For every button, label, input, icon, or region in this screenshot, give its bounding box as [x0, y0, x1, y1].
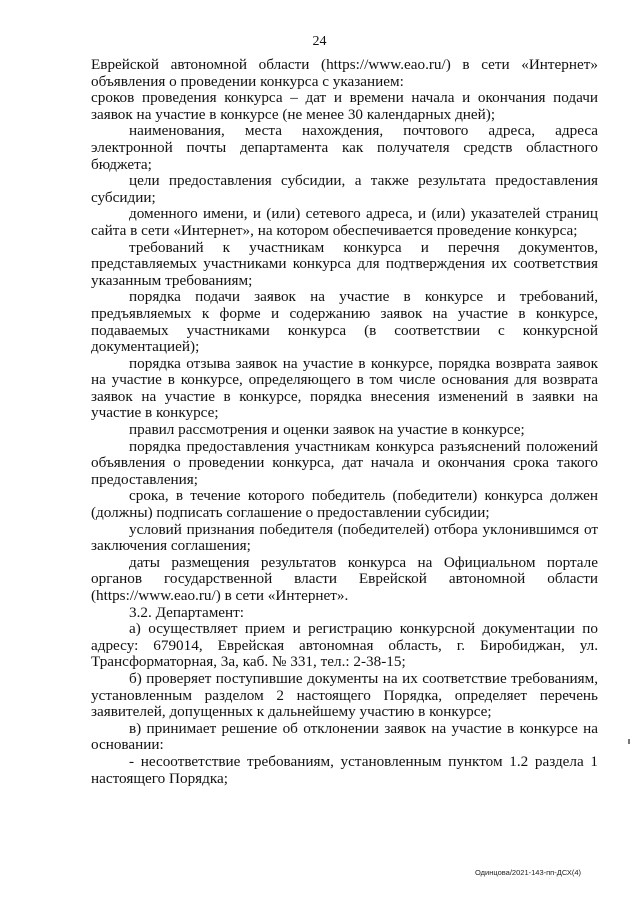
- paragraph: наименования, места нахождения, почтового адреса, адреса электронной почты департамента как получателя средств областного бюджета;: [91, 122, 598, 173]
- page-number: 24: [312, 34, 327, 49]
- paragraph: в) принимает решение об отклонении заявок на участие в конкурсе на основании:: [91, 719, 598, 754]
- paragraph: правил рассмотрения и оценки заявок на участие в конкурсе;: [129, 421, 525, 439]
- margin-mark: [628, 739, 630, 744]
- paragraph: условий признания победителя (победителей) отбора уклонившимся от заключения соглашения;: [91, 520, 598, 555]
- paragraph: порядка подачи заявок на участие в конкурсе и требований, предъявляемых к форме и содержанию заявок на участие в конкурсе, подаваемых участниками конкурса (в соответствии с конкурсной документацией);: [91, 288, 598, 356]
- paragraph: доменного имени, и (или) сетевого адреса, и (или) указателей страниц сайта в сети «Интернет», на котором обеспечивается проведение конкурса;: [91, 205, 598, 239]
- paragraph: порядка предоставления участникам конкурса разъяснений положений объявления о проведении конкурса, дат начала и окончания срока такого предоставления;: [91, 437, 598, 488]
- paragraph: срока, в течение которого победитель (победители) конкурса должен (должны) подписать соглашение о предоставлении субсидии;: [91, 487, 598, 522]
- paragraph: Еврейской автономной области (https://www.eao.ru/) в сети «Интернет» объявления о проведении конкурса с указанием:: [91, 56, 598, 90]
- footer-document-code: Одинцова/2021-143-пп-ДСХ(4): [475, 868, 581, 877]
- paragraph: даты размещения результатов конкурса на Официальном портале органов государственной власти Еврейской автономной области (https://www.eao.ru/) в сети «Интернет».: [91, 553, 598, 604]
- section-heading: 3.2. Департамент:: [129, 603, 245, 621]
- paragraph: а) осуществляет прием и регистрацию конкурсной документации по адресу: 679014, Еврейская автономная область, г. Биробиджан, ул. Трансформаторная, 3а, каб. № 331, тел.: 2-38-15;: [91, 620, 598, 671]
- document-body: [91, 57, 598, 787]
- paragraph: порядка отзыва заявок на участие в конкурсе, порядка возврата заявок на участие в конкурсе, определяющего в том числе основания для возврата заявок на участие в конкурсе, порядка внесения изменений в заявки на участие в конкурсе;: [91, 354, 598, 422]
- paragraph: цели предоставления субсидии, а также результата предоставления субсидии;: [91, 172, 598, 206]
- paragraph: б) проверяет поступившие документы на их соответствие требованиям, установленным разделом 2 настоящего Порядка, определяет перечень заявителей, допущенных к дальнейшему участию в конкурсе;: [91, 669, 598, 721]
- paragraph: сроков проведения конкурса – дат и времени начала и окончания подачи заявок на участие в конкурсе (не менее 30 календарных дней);: [91, 89, 598, 123]
- list-item: - несоответствие требованиям, установленным пунктом 1.2 раздела 1 настоящего Порядка;: [91, 752, 598, 787]
- paragraph: требований к участникам конкурса и перечня документов, представляемых участниками конкурса для подтверждения их соответствия указанным требованиям;: [91, 238, 598, 289]
